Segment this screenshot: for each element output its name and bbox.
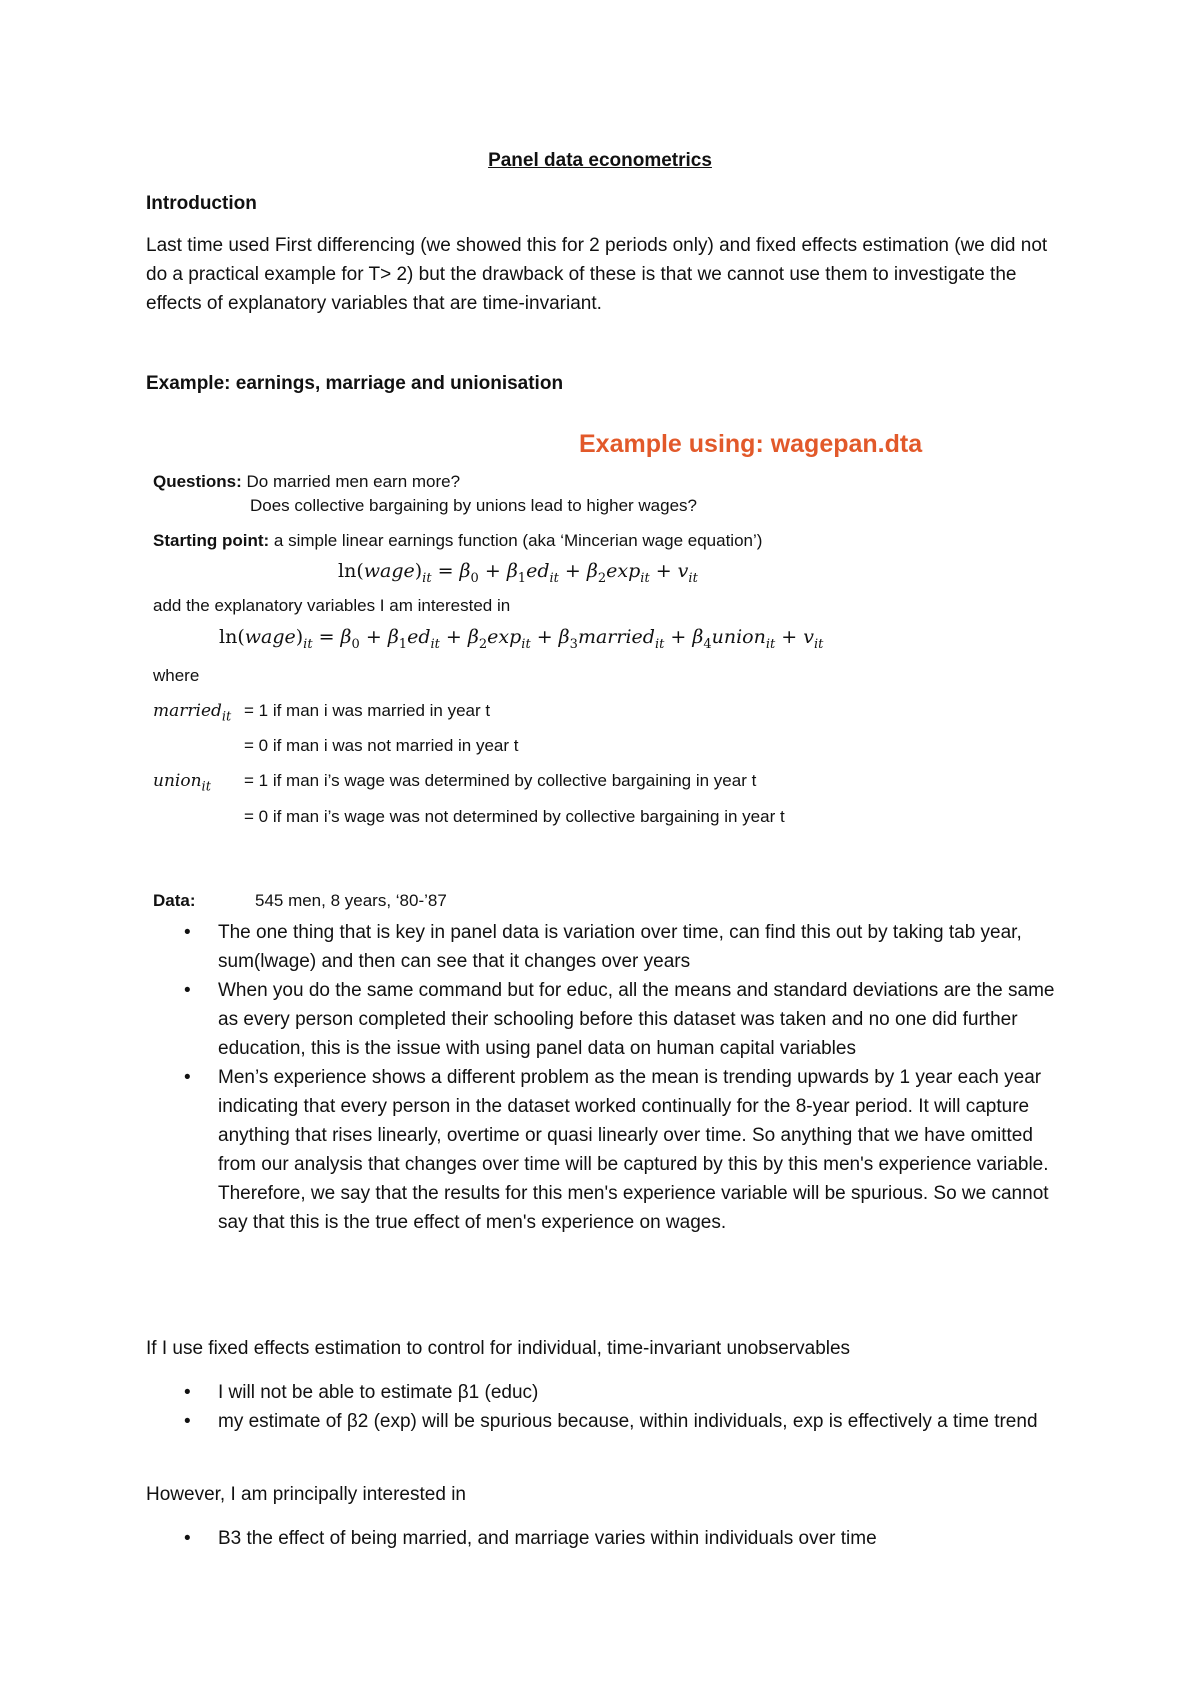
starting-text: a simple linear earnings function (aka ‘Mincerian wage equation’) [273, 531, 763, 550]
starting-label: Starting point: [153, 531, 270, 550]
slide-image [153, 428, 1073, 908]
starting-line [153, 529, 762, 553]
however-text: However, I am principally interested in [146, 1484, 466, 1505]
married-def-0: = 0 if man i was not married in year t [244, 736, 519, 755]
list-item: • When you do the same command but for educ, all the means and standard deviations are the same as every person completed their schooling before this dataset was taken and no one did further education, this is the issue with using panel data on human capital variables [184, 980, 1055, 1059]
slide-title: Example using: wagepan.dta [579, 430, 923, 458]
questions-line [153, 470, 460, 494]
list-item: • Men’s experience shows a different problem as the mean is trending upwards by 1 year each year indicating that every person in the dataset worked continually for the 8-year period. It will capture anything that rises linearly, overtime or quasi linearly over time. So anything that we have omitted from our analysis that changes over time will be captured by this by this men's experience variable. Therefore, we say that the results for this men's experience variable will be spurious. So we cannot say that this is the true effect of men's experience on wages. [184, 1067, 1049, 1233]
equation-2: $\ln(wage)_{it} = \beta_0 + \beta_1ed_{it} + \beta_2\exp_{it}$ + $\beta_3married_{it}$ + $\beta_4union_{it} + v_{it}$ [219, 626, 824, 652]
married-var: married$_{it}$ [153, 701, 232, 725]
list-item: • The one thing that is key in panel data is variation over time, can find this out by taking tab year, sum(lwage) and then can see that it changes over years [184, 922, 1022, 972]
final-bullet-list [146, 1524, 1066, 1553]
list-item: • B3 the effect of being married, and marriage varies within individuals over time [184, 1528, 877, 1549]
intro-text: Last time used First differencing (we showed this for 2 periods only) and fixed effects estimation (we did not do a practical example for T> 2) but the drawback of these is that we cannot use them to investigate the effects of explanatory variables that are time-invariant. [146, 235, 1048, 314]
data-bullet-list [146, 918, 1066, 1237]
fe-bullet-list [146, 1378, 1066, 1436]
fe-intro: If I use fixed effects estimation to control for individual, time-invariant unobservables [146, 1338, 851, 1359]
data-line [153, 889, 447, 913]
list-item: • I will not be able to estimate β1 (educ) [184, 1382, 539, 1403]
list-item: • my estimate of β2 (exp) will be spurious because, within individuals, exp is effectively a time trend [184, 1411, 1038, 1432]
intro-paragraph [146, 231, 1066, 318]
questions-label: Questions: [153, 472, 242, 491]
union-def-1: = 1 if man i’s wage was determined by collective bargaining in year t [244, 771, 757, 790]
add-text: add the explanatory variables I am interested in [153, 596, 511, 615]
example-heading: Example: earnings, marriage and unionisation [146, 373, 564, 394]
question-2: Does collective bargaining by unions lead to higher wages? [250, 496, 698, 515]
data-text: 545 men, 8 years, ‘80-’87 [254, 891, 447, 910]
equation-1: $\ln(wage)_{it} = \beta_0 + \beta_1ed_{it} + \beta_2\exp_{it} + v_{it}$ [338, 560, 698, 586]
where-text: where [153, 666, 200, 685]
data-label: Data: [153, 891, 196, 910]
intro-heading: Introduction [146, 193, 257, 214]
union-var: union$_{it}$ [153, 771, 211, 795]
union-def-0: = 0 if man i’s wage was not determined by collective bargaining in year t [244, 807, 785, 826]
married-def-1: = 1 if man i was married in year t [244, 701, 491, 720]
page-title: Panel data econometrics [488, 150, 712, 171]
question-1: Do married men earn more? [246, 472, 461, 491]
